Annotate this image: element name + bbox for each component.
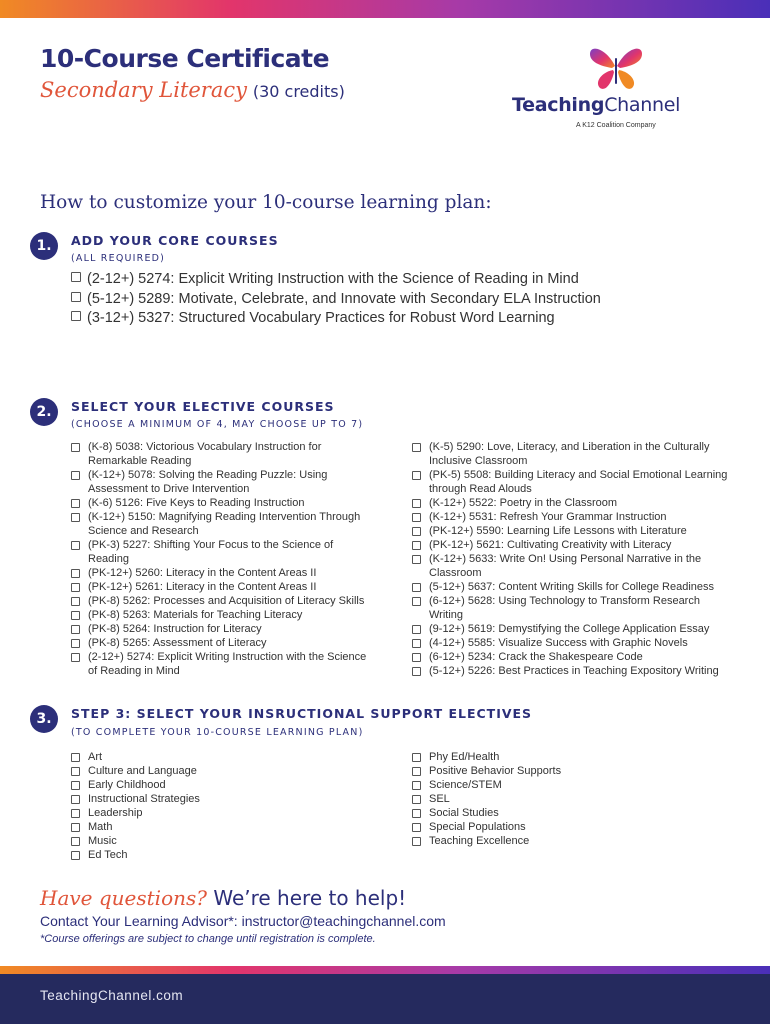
- core-course-list: [71, 270, 601, 329]
- logo-tagline: A K12 Coalition Company: [576, 122, 656, 129]
- checkbox-icon[interactable]: [412, 781, 421, 790]
- checkbox-icon[interactable]: [412, 667, 421, 676]
- checklist-item-label: Art: [88, 751, 103, 763]
- support-list-right: [412, 750, 712, 848]
- checklist-item-label: (PK-8) 5263: Materials for Teaching Literacy: [88, 609, 303, 621]
- support-heading: STEP 3: SELECT YOUR INSRUCTIONAL SUPPORT ELECTIVES: [71, 706, 533, 721]
- teaching-channel-logo: [512, 44, 722, 134]
- checklist-item-label: (K-12+) 5633: Write On! Using Personal Narrative in the Classroom: [429, 553, 702, 579]
- checklist-item-label: (PK-12+) 5260: Literacy in the Content Areas II: [88, 567, 317, 579]
- checkbox-icon[interactable]: [71, 625, 80, 634]
- footer-site-link[interactable]: TeachingChannel.com: [40, 988, 184, 1003]
- checkbox-icon[interactable]: [71, 443, 80, 452]
- checklist-item-label: (PK-8) 5262: Processes and Acquisition of Literacy Skills: [88, 595, 365, 607]
- checklist-item-label: (9-12+) 5619: Demystifying the College Application Essay: [429, 623, 710, 635]
- elective-subheading: (CHOOSE A MINIMUM OF 4, MAY CHOOSE UP TO 7): [71, 419, 364, 430]
- checklist-item[interactable]: [71, 806, 371, 820]
- checklist-item[interactable]: [71, 778, 371, 792]
- page-title: 10-Course Certificate: [40, 44, 330, 73]
- checkbox-icon[interactable]: [412, 583, 421, 592]
- checklist-item[interactable]: [412, 468, 728, 496]
- subtitle-credits: (30 credits): [252, 82, 345, 101]
- checkbox-icon[interactable]: [412, 653, 421, 662]
- logo-word-rest: Channel: [604, 94, 681, 116]
- checklist-item[interactable]: [412, 778, 712, 792]
- checklist-item-label: Teaching Excellence: [429, 835, 530, 847]
- checklist-item-label: Special Populations: [429, 821, 526, 833]
- checkbox-icon[interactable]: [412, 527, 421, 536]
- checkbox-icon[interactable]: [71, 499, 80, 508]
- checkbox-icon[interactable]: [412, 767, 421, 776]
- checklist-item-label: (K-5) 5290: Love, Literacy, and Liberation in the Culturally Inclusive Classroom: [429, 441, 710, 467]
- checkbox-icon[interactable]: [71, 767, 80, 776]
- step-3-badge: 3.: [30, 705, 58, 733]
- elective-list-left: [71, 440, 371, 678]
- checklist-item[interactable]: [71, 820, 371, 834]
- checkbox-icon[interactable]: [412, 625, 421, 634]
- checkbox-icon[interactable]: [71, 583, 80, 592]
- checkbox-icon[interactable]: [412, 499, 421, 508]
- checklist-item-label: Culture and Language: [88, 765, 197, 777]
- logo-word-bold: Teaching: [512, 94, 605, 116]
- checkbox-icon[interactable]: [412, 555, 421, 564]
- checkbox-icon[interactable]: [71, 292, 81, 302]
- intro-heading: How to customize your 10-course learning plan:: [40, 192, 492, 213]
- step-1-badge: 1.: [30, 232, 58, 260]
- checklist-item-label: (5-12+) 5289: Motivate, Celebrate, and Innovate with Secondary ELA Instruction: [87, 290, 601, 307]
- checklist-item[interactable]: [412, 496, 728, 510]
- checklist-item[interactable]: [412, 636, 728, 650]
- checklist-item[interactable]: [71, 270, 601, 290]
- checklist-item[interactable]: [71, 636, 371, 650]
- checkbox-icon[interactable]: [71, 795, 80, 804]
- contact-line[interactable]: Contact Your Learning Advisor*: instructor@teachingchannel.com: [40, 913, 446, 929]
- checklist-item[interactable]: [71, 538, 371, 566]
- checkbox-icon[interactable]: [412, 471, 421, 480]
- checklist-item[interactable]: [412, 552, 728, 580]
- checklist-item-label: Positive Behavior Supports: [429, 765, 562, 777]
- checklist-item-label: Early Childhood: [88, 779, 166, 791]
- checkbox-icon[interactable]: [71, 569, 80, 578]
- checklist-item[interactable]: [71, 792, 371, 806]
- elective-list-right: [412, 440, 728, 678]
- checkbox-icon[interactable]: [412, 823, 421, 832]
- checklist-item-label: (K-12+) 5078: Solving the Reading Puzzle: Using Assessment to Drive Intervention: [88, 469, 328, 495]
- checklist-item[interactable]: [412, 650, 728, 664]
- checkbox-icon[interactable]: [412, 837, 421, 846]
- checkbox-icon[interactable]: [71, 513, 80, 522]
- checkbox-icon[interactable]: [71, 837, 80, 846]
- checklist-item-label: Math: [88, 821, 113, 833]
- checklist-item-label: (2-12+) 5274: Explicit Writing Instruction with the Science of Reading in Mind: [88, 651, 367, 677]
- checklist-item[interactable]: [71, 290, 601, 310]
- butterfly-icon: [584, 44, 648, 92]
- checklist-item[interactable]: [412, 820, 712, 834]
- checklist-item[interactable]: [71, 622, 371, 636]
- page-subtitle: [40, 78, 345, 103]
- checkbox-icon[interactable]: [71, 781, 80, 790]
- checkbox-icon[interactable]: [71, 597, 80, 606]
- checkbox-icon[interactable]: [412, 809, 421, 818]
- checklist-item[interactable]: [71, 848, 371, 862]
- checklist-item-label: (K-12+) 5150: Magnifying Reading Intervention Through Science and Research: [88, 511, 361, 537]
- checklist-item[interactable]: [412, 510, 728, 524]
- checklist-item[interactable]: [412, 622, 728, 636]
- checklist-item-label: Music: [88, 835, 117, 847]
- footnote: *Course offerings are subject to change until registration is complete.: [40, 933, 376, 945]
- checkbox-icon[interactable]: [71, 471, 80, 480]
- checklist-item[interactable]: [412, 594, 728, 622]
- checklist-item[interactable]: [412, 524, 728, 538]
- checkbox-icon[interactable]: [71, 311, 81, 321]
- support-list-left: [71, 750, 371, 862]
- checklist-item-label: (PK-12+) 5621: Cultivating Creativity with Literacy: [429, 539, 672, 551]
- checkbox-icon[interactable]: [412, 541, 421, 550]
- checklist-item-label: (K-6) 5126: Five Keys to Reading Instruction: [88, 497, 305, 509]
- checklist-item-label: Instructional Strategies: [88, 793, 200, 805]
- checklist-item[interactable]: [71, 496, 371, 510]
- checklist-item[interactable]: [71, 608, 371, 622]
- checklist-item-label: Science/STEM: [429, 779, 502, 791]
- checklist-item-label: (3-12+) 5327: Structured Vocabulary Practices for Robust Word Learning: [87, 310, 555, 326]
- checklist-item-label: (K-8) 5038: Victorious Vocabulary Instruction for Remarkable Reading: [88, 441, 322, 467]
- footer: [0, 974, 770, 1024]
- checklist-item[interactable]: [71, 834, 371, 848]
- elective-heading: SELECT YOUR ELECTIVE COURSES: [71, 399, 335, 414]
- checklist-item[interactable]: [71, 468, 371, 496]
- checklist-item-label: (PK-5) 5508: Building Literacy and Social Emotional Learning through Read Alouds: [429, 469, 728, 495]
- checklist-item[interactable]: [412, 806, 712, 820]
- checkbox-icon[interactable]: [412, 753, 421, 762]
- checkbox-icon[interactable]: [71, 541, 80, 550]
- checkbox-icon[interactable]: [71, 272, 81, 282]
- checklist-item[interactable]: [412, 664, 728, 678]
- checklist-item-label: (4-12+) 5585: Visualize Success with Graphic Novels: [429, 637, 688, 649]
- checklist-item[interactable]: [412, 764, 712, 778]
- checklist-item[interactable]: [412, 834, 712, 848]
- checklist-item[interactable]: [71, 510, 371, 538]
- checklist-item[interactable]: [71, 594, 371, 608]
- checklist-item-label: Leadership: [88, 807, 143, 819]
- checkbox-icon[interactable]: [412, 443, 421, 452]
- checklist-item[interactable]: [412, 580, 728, 594]
- checklist-item-label: (K-12+) 5522: Poetry in the Classroom: [429, 497, 618, 509]
- checklist-item[interactable]: [71, 309, 601, 329]
- checklist-item-label: (6-12+) 5628: Using Technology to Transform Research Writing: [429, 595, 700, 621]
- checklist-item-label: Phy Ed/Health: [429, 751, 500, 763]
- checklist-item[interactable]: [71, 764, 371, 778]
- questions-line: [40, 886, 406, 911]
- checklist-item-label: (K-12+) 5531: Refresh Your Grammar Instruction: [429, 511, 667, 523]
- checklist-item[interactable]: [71, 440, 371, 468]
- checkbox-icon[interactable]: [412, 795, 421, 804]
- checklist-item[interactable]: [71, 580, 371, 594]
- checkbox-icon[interactable]: [71, 823, 80, 832]
- checkbox-icon[interactable]: [412, 513, 421, 522]
- checkbox-icon[interactable]: [71, 809, 80, 818]
- checklist-item[interactable]: [412, 440, 728, 468]
- checklist-item[interactable]: [412, 538, 728, 552]
- checklist-item[interactable]: [71, 566, 371, 580]
- checklist-item-label: Ed Tech: [88, 849, 128, 861]
- top-gradient-bar: [0, 0, 770, 18]
- checklist-item-label: (5-12+) 5226: Best Practices in Teaching Expository Writing: [429, 665, 719, 677]
- checkbox-icon[interactable]: [71, 753, 80, 762]
- step-2-badge: 2.: [30, 398, 58, 426]
- support-subheading: (TO COMPLETE YOUR 10-COURSE LEARNING PLAN): [71, 727, 364, 738]
- checklist-item[interactable]: [412, 792, 712, 806]
- checklist-item-label: (PK-3) 5227: Shifting Your Focus to the Science of Reading: [88, 539, 334, 565]
- checklist-item[interactable]: [71, 650, 371, 678]
- checkbox-icon[interactable]: [71, 653, 80, 662]
- checkbox-icon[interactable]: [412, 597, 421, 606]
- checklist-item-label: (2-12+) 5274: Explicit Writing Instruction with the Science of Reading in Mind: [87, 271, 579, 287]
- checklist-item-label: (PK-12+) 5590: Learning Life Lessons with Literature: [429, 525, 687, 537]
- checklist-item[interactable]: [71, 750, 371, 764]
- subtitle-program: Secondary Literacy: [40, 78, 247, 102]
- checklist-item-label: (6-12+) 5234: Crack the Shakespeare Code: [429, 651, 643, 663]
- checkbox-icon[interactable]: [71, 611, 80, 620]
- footer-gradient-bar: [0, 966, 770, 974]
- checklist-item-label: (PK-8) 5264: Instruction for Literacy: [88, 623, 262, 635]
- core-heading: ADD YOUR CORE COURSES: [71, 233, 279, 248]
- checklist-item-label: Social Studies: [429, 807, 499, 819]
- core-subheading: (ALL REQUIRED): [71, 253, 166, 264]
- checklist-item-label: (PK-12+) 5261: Literacy in the Content Areas II: [88, 581, 317, 593]
- questions-italic: Have questions?: [40, 886, 207, 910]
- checklist-item-label: (PK-8) 5265: Assessment of Literacy: [88, 637, 267, 649]
- checkbox-icon[interactable]: [412, 639, 421, 648]
- checklist-item-label: (5-12+) 5637: Content Writing Skills for College Readiness: [429, 581, 715, 593]
- checkbox-icon[interactable]: [71, 639, 80, 648]
- checklist-item[interactable]: [412, 750, 712, 764]
- questions-rest: We’re here to help!: [206, 886, 407, 910]
- logo-wordmark: [512, 94, 680, 116]
- checklist-item-label: SEL: [429, 793, 450, 805]
- checkbox-icon[interactable]: [71, 851, 80, 860]
